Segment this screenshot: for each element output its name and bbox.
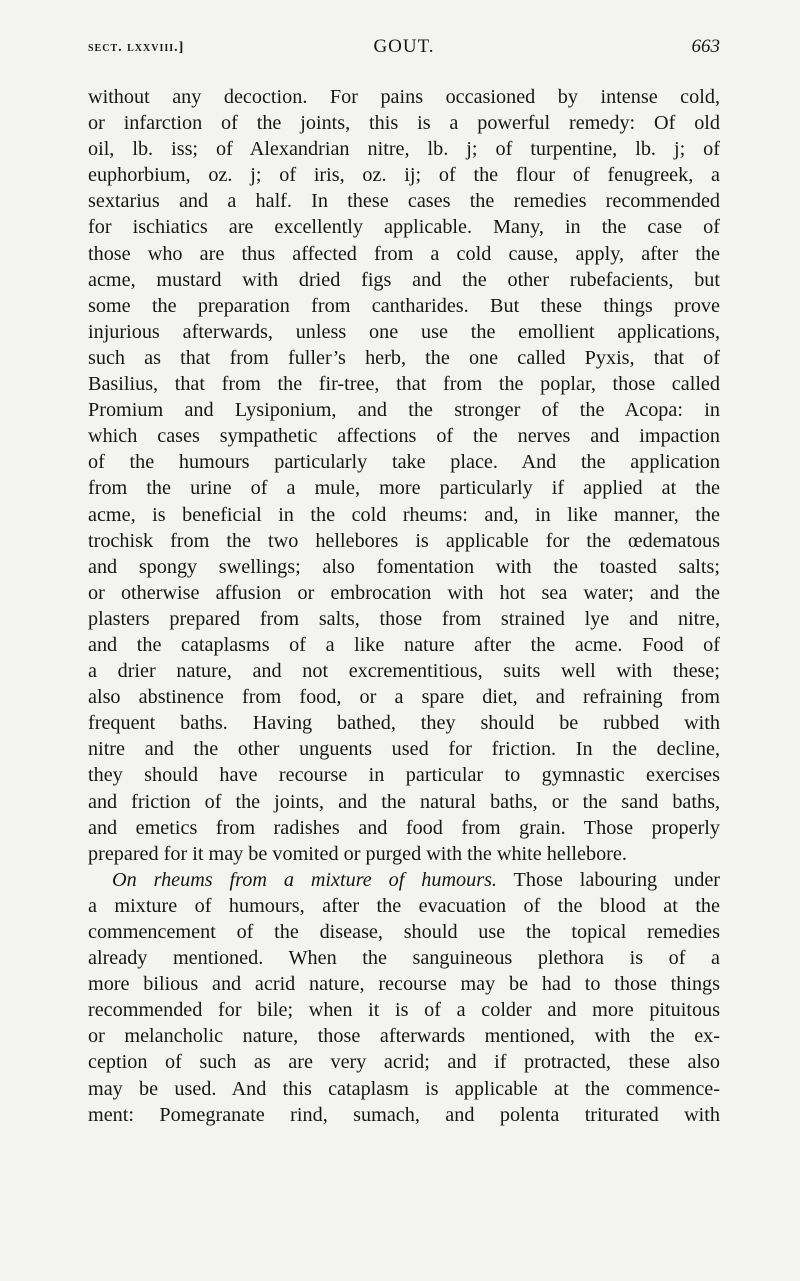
text-line: already mentioned. When the sanguineous plethora is of a [88,947,720,970]
text-line: without any decoction. For pains occasioned by intense cold, [88,86,720,108]
text-line: nitre and the other unguents used for friction. In the decline, [88,738,720,761]
section-label: sect. lxxviii.] [88,40,185,55]
text-line: some the preparation from cantharides. But these things prove [88,294,720,317]
text-line: injurious afterwards, unless one use the emollient applications, [88,320,720,343]
text-line: Basilius, that from the fir-tree, that from the poplar, those called [88,373,720,396]
body-text [88,84,720,1128]
heading-continuation: Those labouring under [513,868,720,891]
text-line: from the urine of a mule, more particularly if applied at the [88,477,720,500]
text-line: trochisk from the two hellebores is applicable for the œdematous [88,529,720,552]
paragraph-opening-line [88,867,720,893]
text-line: prepared for it may be vomited or purged with the white hellebore. [88,842,627,865]
text-line: oil, lb. iss; of Alexandrian nitre, lb. j; of turpentine, lb. j; of [88,138,720,161]
text-line: which cases sympathetic affections of the nerves and impaction [88,425,720,448]
page-number: 663 [691,36,720,57]
text-line: of the humours particularly take place. And the application [88,451,720,474]
text-line: acme, mustard with dried figs and the other rubefacients, but [88,268,720,291]
text-line: and spongy swellings; also fomentation with the toasted salts; [88,555,720,578]
text-line: such as that from fuller’s herb, the one called Pyxis, that of [88,346,720,369]
text-line: or otherwise affusion or embrocation with hot sea water; and the [88,581,720,604]
text-line: and emetics from radishes and food from grain. Those properly [88,816,720,839]
text-line: and the cataplasms of a like nature after the acme. Food of [88,633,720,656]
text-line: or infarction of the joints, this is a powerful remedy: Of old [88,112,720,135]
text-line: recommended for bile; when it is of a colder and more pituitous [88,999,720,1022]
running-header [88,36,720,64]
text-line: sextarius and a half. In these cases the remedies recommended [88,190,720,213]
text-line: for ischiatics are excellently applicable. Many, in the case of [88,216,720,239]
text-line: and friction of the joints, and the natural baths, or the sand baths, [88,790,720,813]
text-line: a drier nature, and not excrementitious, suits well with these; [88,660,720,683]
text-line: Promium and Lysiponium, and the stronger of the Acopa: in [88,399,720,422]
text-line: a mixture of humours, after the evacuation of the blood at the [88,894,720,917]
text-line: ment: Pomegranate rind, sumach, and polenta triturated with [88,1103,720,1126]
text-line: or melancholic nature, those afterwards mentioned, with the ex- [88,1025,720,1048]
text-line: they should have recourse in particular to gymnastic exercises [88,764,720,787]
text-line: plasters prepared from salts, those from strained lye and nitre, [88,607,720,630]
text-line: those who are thus affected from a cold cause, apply, after the [88,242,720,265]
text-line: also abstinence from food, or a spare diet, and refraining from [88,686,720,709]
running-title: GOUT. [373,36,435,57]
text-line: more bilious and acrid nature, recourse may be had to those things [88,973,720,996]
text-line: may be used. And this cataplasm is applicable at the commence- [88,1077,720,1100]
text-line: commencement of the disease, should use the topical remedies [88,921,720,943]
text-line: frequent baths. Having bathed, they should be rubbed with [88,712,720,735]
text-line: ception of such as are very acrid; and if protracted, these also [88,1051,720,1074]
paragraph-heading: On rheums from a mixture of humours. [112,868,497,891]
text-line: acme, is beneficial in the cold rheums: and, in like manner, the [88,503,720,526]
text-line: euphorbium, oz. j; of iris, oz. ij; of the flour of fenugreek, a [88,164,720,187]
